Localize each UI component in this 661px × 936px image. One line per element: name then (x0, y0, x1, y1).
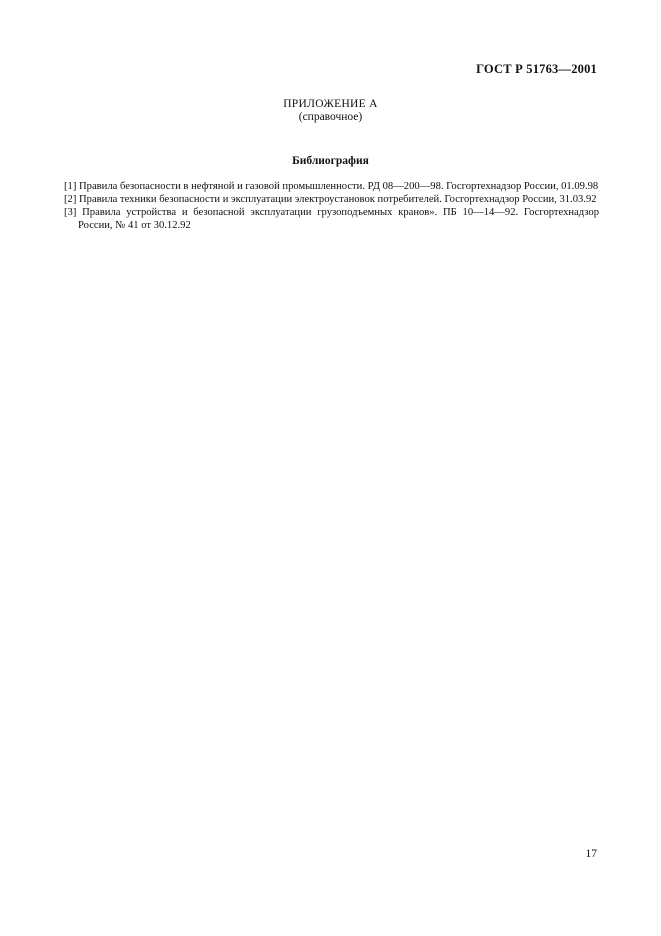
bibliography-list (64, 180, 599, 232)
bibliography-item: [3] Правила устройства и безопасной эксплуатации грузоподъемных кранов». ПБ 10—14—92. Госгортехнадзор России, № 41 от 30.12.92 (64, 207, 599, 231)
appendix-heading (0, 98, 661, 124)
bibliography-item: [1] Правила безопасности в нефтяной и газовой промышленности. РД 08—200—98. Госгортехнадзор России, 01.09.98 (64, 181, 599, 192)
appendix-title: ПРИЛОЖЕНИЕ А (283, 98, 378, 110)
page-number: 17 (585, 848, 597, 860)
standard-code: ГОСТ Р 51763—2001 (476, 62, 597, 76)
appendix-subtitle: (справочное) (298, 111, 363, 123)
bibliography-item: [2] Правила техники безопасности и эксплуатации электроустановок потребителей. Госгортехнадзор России, 31.03.92 (64, 194, 597, 205)
bibliography-heading: Библиография (292, 155, 369, 167)
